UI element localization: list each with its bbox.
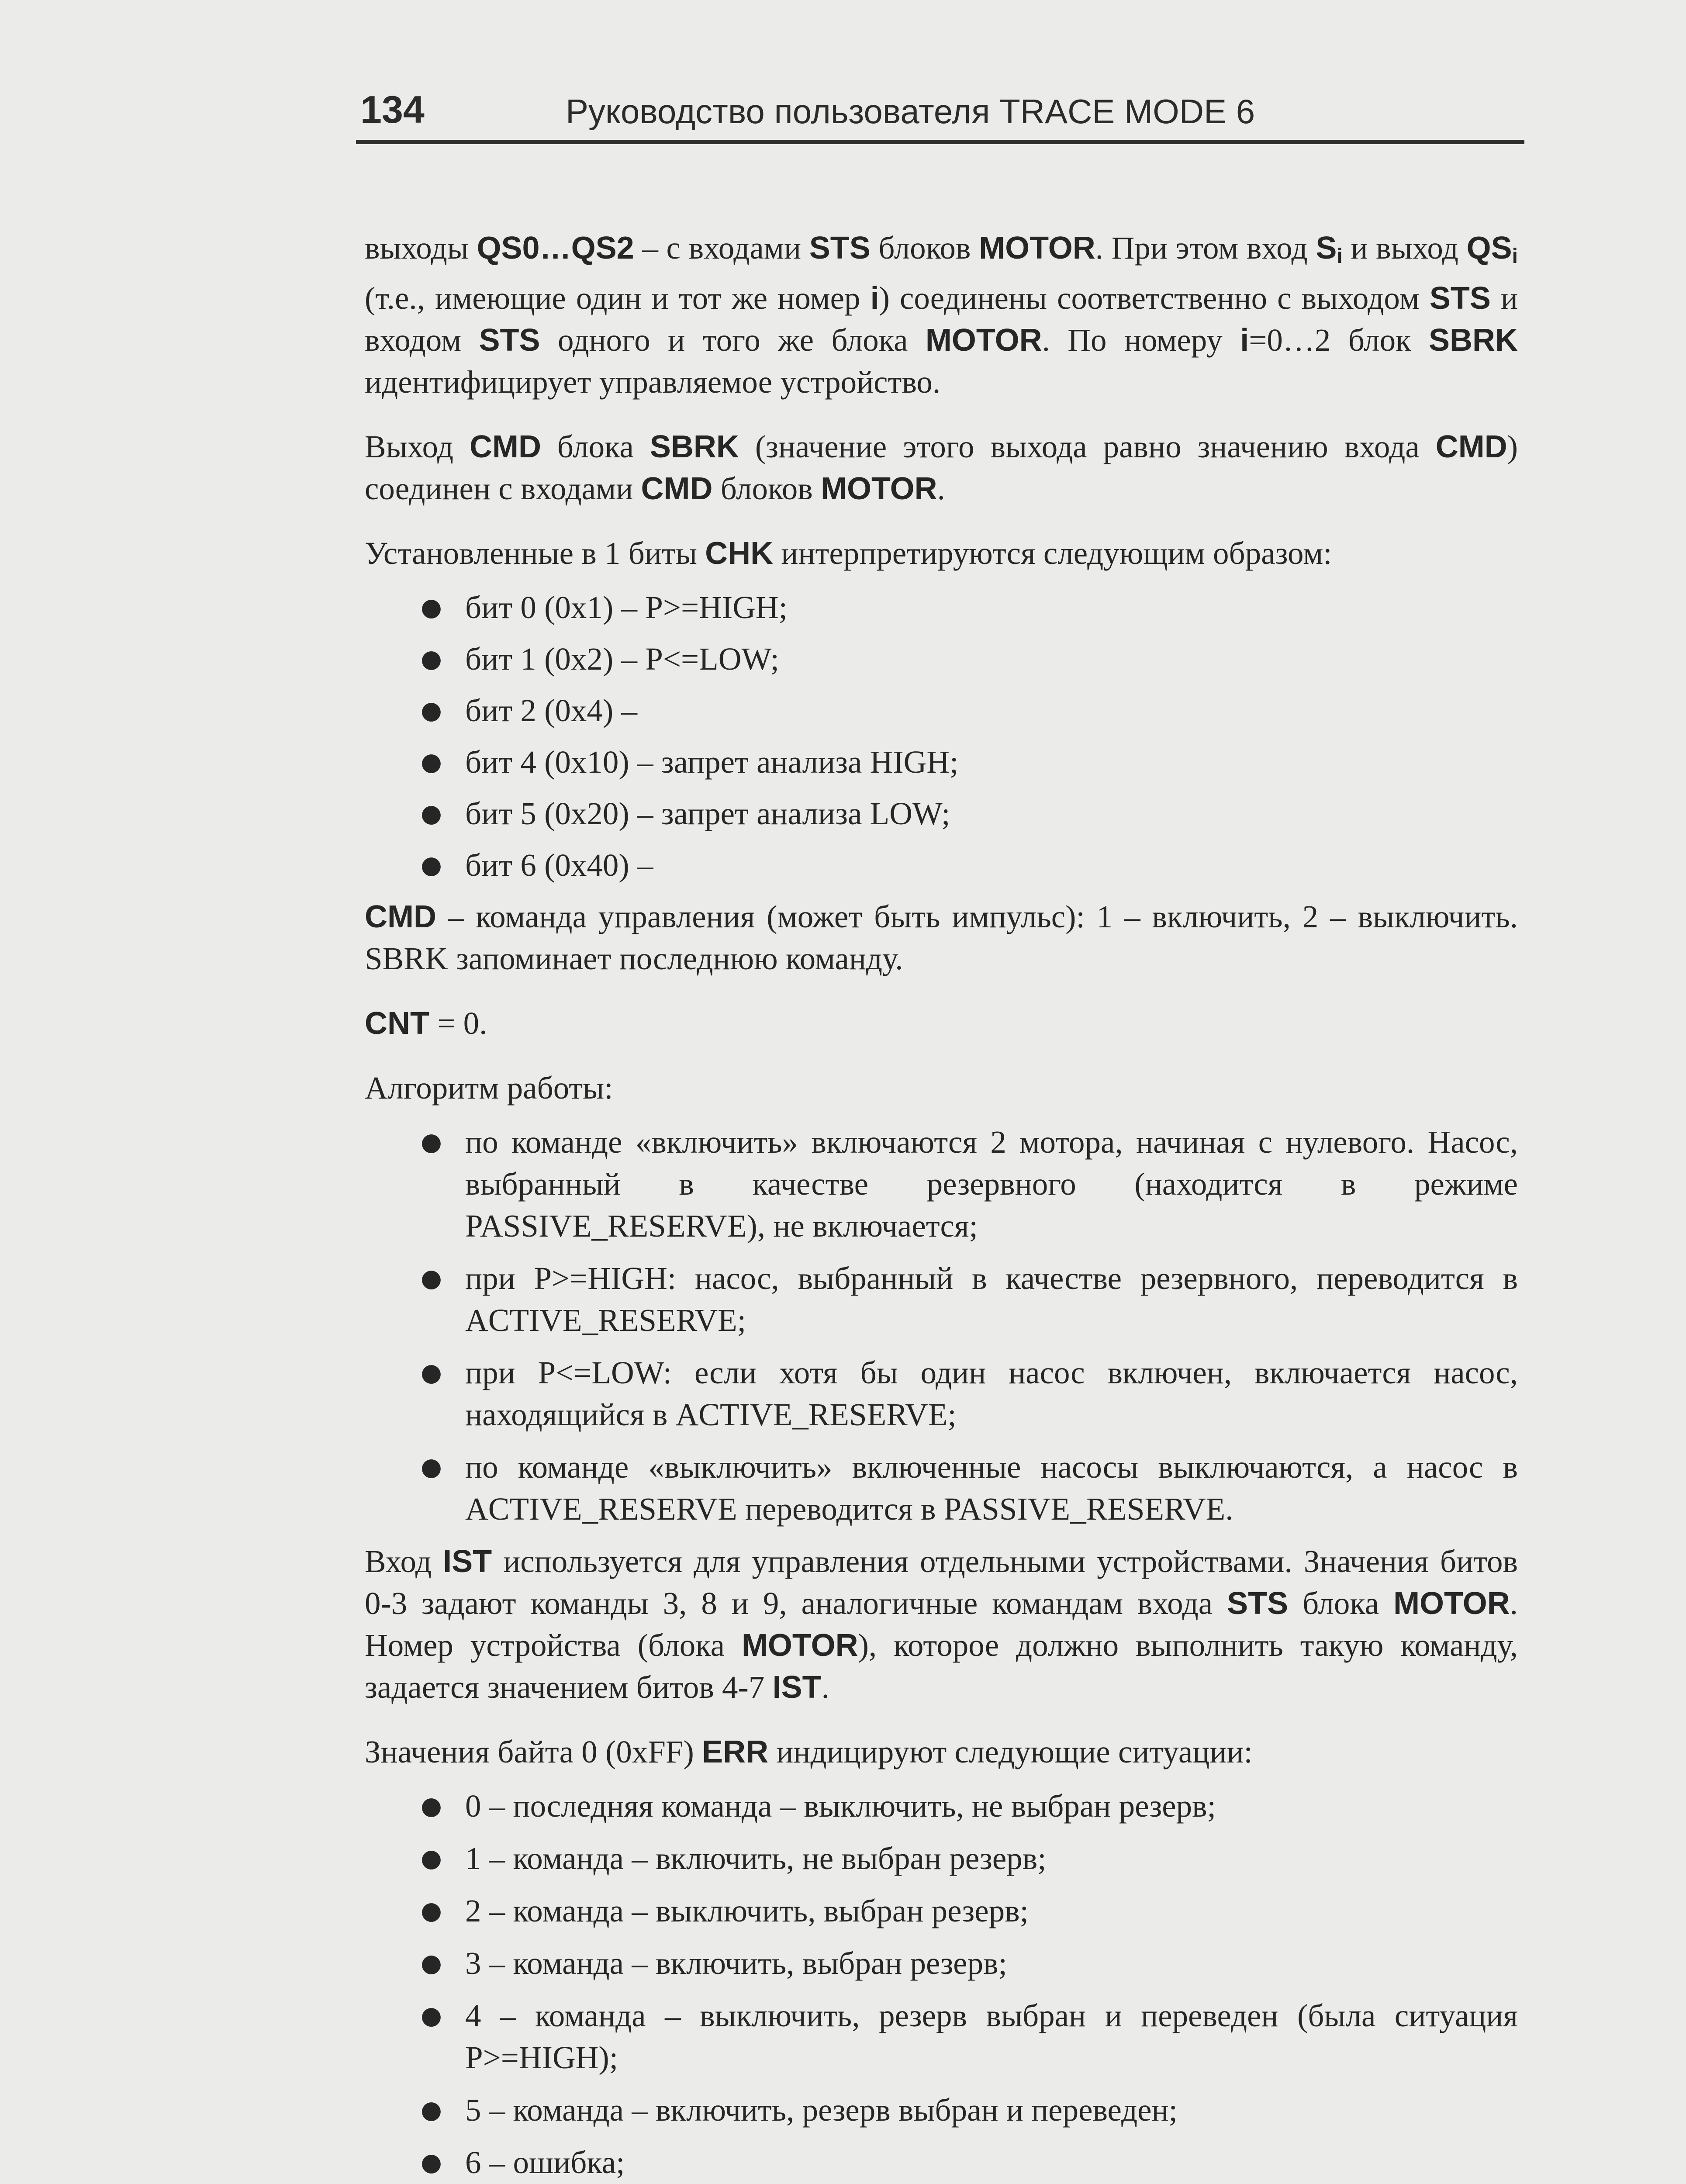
list-item	[365, 1785, 1518, 1827]
list-item-text: бит 4 (0x10) – запрет анализа HIGH;	[465, 744, 959, 780]
page-number: 134	[360, 88, 425, 131]
list-item-text: 3 – команда – включить, выбран резерв;	[465, 1946, 1007, 1981]
list-item	[365, 1838, 1518, 1880]
list-item-text: 1 – команда – включить, не выбран резерв;	[465, 1841, 1047, 1876]
text: = 0.	[429, 1006, 487, 1041]
text: Выход	[365, 429, 470, 464]
term-motor: MOTOR	[820, 471, 937, 506]
term-motor: MOTOR	[979, 231, 1095, 266]
bullet-icon: ●	[421, 593, 442, 622]
term-sts: STS	[479, 323, 540, 358]
text: Вход	[365, 1544, 443, 1579]
text: идентифицирует управляемое устройство.	[365, 364, 941, 400]
list-item-text: по команде «включить» включаются 2 мотора, начиная с нулевого. Насос, выбранный в качестве резервного (находится в режиме PASSIVE_RESERVE), не включается;	[465, 1124, 1518, 1244]
text: используется для управления отдельными устройствами. Значения битов 0-3 задают команды 3, 8 и 9, аналогичные командам входа	[365, 1544, 1518, 1621]
text: одного и того же блока	[540, 322, 926, 358]
paragraph-cmd-output	[365, 426, 1518, 510]
bullet-icon: ●	[421, 1792, 442, 1820]
list-item	[365, 1446, 1518, 1530]
term-sbrk: SBRK	[650, 429, 739, 464]
text: интерпретируются следующим образом:	[773, 536, 1332, 571]
text: .	[821, 1669, 829, 1705]
text: Установленные в 1 биты	[365, 536, 705, 571]
text: и входом	[365, 280, 1518, 358]
paragraph-err-intro	[365, 1731, 1518, 1773]
text: . По номеру	[1042, 322, 1240, 358]
term-cnt: CNT	[365, 1006, 429, 1041]
term-i: i	[1240, 323, 1249, 358]
list-item-text: бит 5 (0x20) – запрет анализа LOW;	[465, 796, 950, 831]
term-motor: MOTOR	[925, 323, 1042, 358]
term-sts: STS	[1429, 281, 1491, 316]
bullet-icon: ●	[421, 2001, 442, 2030]
list-item-text: 5 – команда – включить, резерв выбран и переведен;	[465, 2092, 1178, 2128]
term-sts: STS	[1227, 1586, 1289, 1621]
term-err: ERR	[702, 1735, 769, 1769]
algorithm-list	[365, 1121, 1518, 1530]
list-item-text: при P>=HIGH: насос, выбранный в качестве резервного, переводится в ACTIVE_RESERVE;	[465, 1261, 1518, 1338]
text: ), которое должно выполнить такую команду, задается значением битов 4-7	[365, 1628, 1518, 1705]
list-item-text: 4 – команда – выключить, резерв выбран и переведен (была ситуация P>=HIGH);	[465, 1998, 1518, 2075]
term-sbrk: SBRK	[1429, 323, 1518, 358]
list-item-text: бит 1 (0x2) – P<=LOW;	[465, 641, 779, 677]
bullet-icon: ●	[421, 1844, 442, 1873]
bullet-icon: ●	[421, 2096, 442, 2124]
paragraph-algorithm-heading: Алгоритм работы:	[365, 1070, 613, 1106]
text: и выход	[1342, 230, 1467, 266]
chk-bits-list	[365, 587, 1518, 886]
bullet-icon: ●	[421, 1128, 442, 1156]
list-item-text: бит 0 (0x1) – P>=HIGH;	[465, 590, 788, 625]
list-item	[365, 690, 1518, 732]
text: =0…2 блок	[1249, 322, 1429, 358]
text: блока	[1288, 1586, 1394, 1621]
list-item-text: бит 2 (0x4) –	[465, 693, 637, 728]
text: ) соединены соответственно с выходом	[879, 280, 1430, 316]
list-item	[365, 1995, 1518, 2079]
bullet-icon: ●	[421, 851, 442, 879]
term-i: i	[870, 281, 879, 316]
term-cmd: CMD	[469, 429, 541, 464]
term-s: S	[1316, 231, 1337, 266]
list-item	[365, 587, 1518, 629]
page-header	[356, 85, 1524, 144]
text: – с входами	[634, 230, 809, 266]
text: . Номер устройства (блока	[365, 1586, 1518, 1663]
list-item-text: при P<=LOW: если хотя бы один насос включен, включается насос, находящийся в ACTIVE_RESERVE;	[465, 1355, 1518, 1432]
bullet-icon: ●	[421, 1897, 442, 1925]
list-item	[365, 844, 1518, 886]
list-item	[365, 793, 1518, 835]
list-item	[365, 1121, 1518, 1247]
term-motor: MOTOR	[741, 1628, 858, 1663]
bullet-icon: ●	[421, 799, 442, 828]
paragraph-outputs	[365, 227, 1518, 403]
text: блока	[541, 429, 650, 464]
list-item	[365, 1352, 1518, 1436]
text: блоков	[712, 471, 821, 506]
text: . При этом вход	[1095, 230, 1316, 266]
term-cmd: CMD	[365, 899, 436, 934]
paragraph-cnt	[365, 1002, 1518, 1044]
err-codes-list	[365, 1785, 1518, 2184]
term-sts: STS	[809, 231, 871, 266]
term-chk: CHK	[705, 536, 774, 571]
text: выходы	[365, 230, 477, 266]
text: индицируют следующие ситуации:	[768, 1734, 1253, 1769]
list-item-text: бит 6 (0x40) –	[465, 847, 653, 883]
text: (т.е., имеющие один и тот же номер	[365, 280, 871, 316]
subscript-i: i	[1337, 245, 1343, 268]
running-title: Руководство пользователя TRACE MODE 6	[566, 92, 1255, 131]
bullet-icon: ●	[421, 1264, 442, 1292]
list-item	[365, 741, 1518, 783]
text: (значение этого выхода равно значению входа	[739, 429, 1436, 464]
term-qs: QS	[1466, 231, 1512, 266]
term-cmd: CMD	[641, 471, 713, 506]
list-item	[365, 2089, 1518, 2131]
bullet-icon: ●	[421, 2148, 442, 2177]
text: – команда управления (может быть импульс): 1 – включить, 2 – выключить. SBRK запоминает последнюю команду.	[365, 899, 1518, 976]
list-item-text: 6 – ошибка;	[465, 2145, 625, 2180]
text: .	[937, 471, 945, 506]
list-item-text: 2 – команда – выключить, выбран резерв;	[465, 1893, 1029, 1928]
term-qs-range: QS0…QS2	[477, 231, 634, 266]
bullet-icon: ●	[421, 1949, 442, 1977]
text: блоков	[870, 230, 979, 266]
list-item-text: 0 – последняя команда – выключить, не выбран резерв;	[465, 1788, 1216, 1824]
page-content	[365, 227, 1518, 2184]
term-cmd: CMD	[1435, 429, 1507, 464]
term-ist: IST	[443, 1544, 492, 1579]
list-item	[365, 1890, 1518, 1932]
list-item	[365, 1258, 1518, 1341]
term-ist: IST	[772, 1670, 822, 1705]
subscript-i: i	[1512, 245, 1518, 268]
list-item-text: по команде «выключить» включенные насосы выключаются, а насос в ACTIVE_RESERVE переводится в PASSIVE_RESERVE.	[465, 1449, 1518, 1527]
list-item	[365, 1942, 1518, 1984]
bullet-icon: ●	[421, 748, 442, 776]
bullet-icon: ●	[421, 1358, 442, 1387]
list-item	[365, 638, 1518, 680]
bullet-icon: ●	[421, 1453, 442, 1481]
paragraph-cmd	[365, 896, 1518, 980]
text: Значения байта 0 (0xFF)	[365, 1734, 702, 1769]
paragraph-ist	[365, 1541, 1518, 1708]
text: ) соединен с входами	[365, 429, 1518, 506]
list-item	[365, 2142, 1518, 2184]
bullet-icon: ●	[421, 645, 442, 673]
paragraph-chk-intro	[365, 532, 1518, 574]
term-motor: MOTOR	[1393, 1586, 1510, 1621]
bullet-icon: ●	[421, 696, 442, 725]
